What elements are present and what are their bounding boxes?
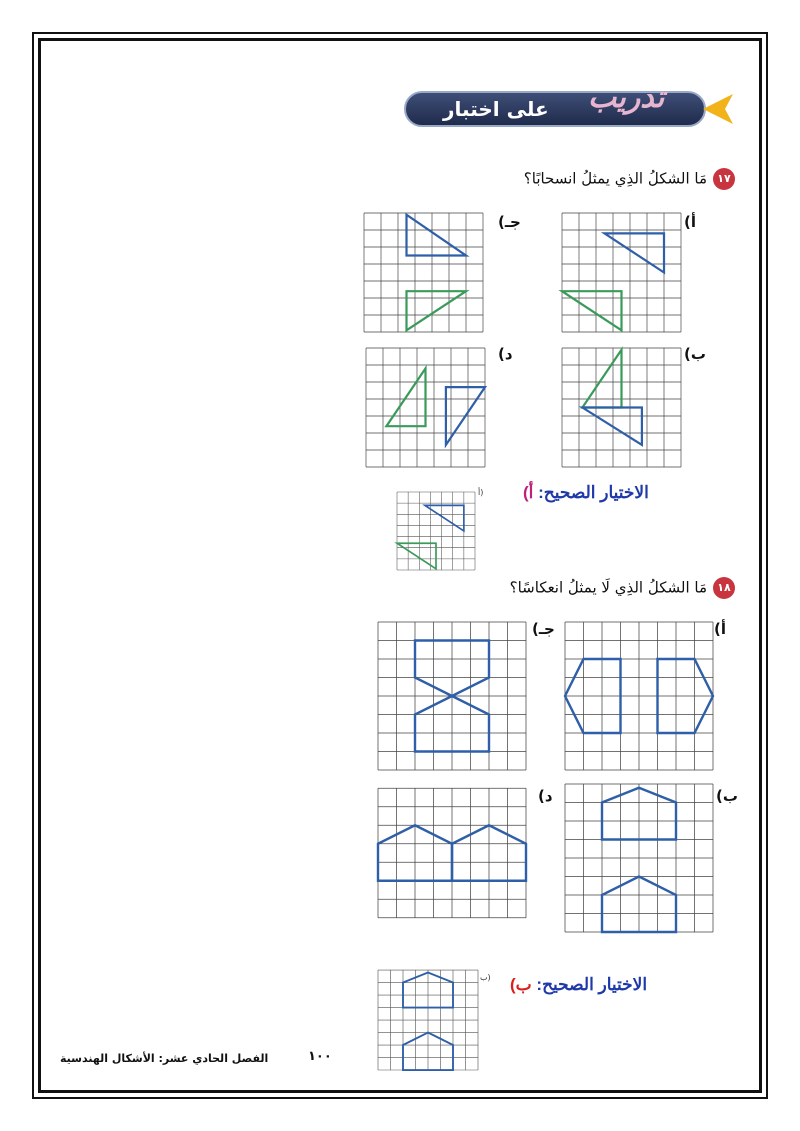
q17-option-a-label: أ) <box>684 213 696 231</box>
q18-option-a-label: أ) <box>714 620 726 638</box>
triangle-shape <box>386 368 425 426</box>
question-18 <box>405 577 735 599</box>
thumbnail-label: ب) <box>480 973 491 982</box>
q17-option-b-label: ب) <box>684 345 706 363</box>
q18-option-d-grid[interactable] <box>378 788 526 918</box>
q17-option-a-grid[interactable] <box>562 213 681 332</box>
q18-answer-thumbnail <box>378 970 478 1070</box>
question-17 <box>405 168 735 190</box>
arrow-icon <box>703 94 733 124</box>
q18-option-b-grid[interactable] <box>565 784 713 932</box>
q18-option-c-grid[interactable] <box>378 622 526 770</box>
q18-option-a-grid[interactable] <box>565 622 713 770</box>
q17-option-d-label: د) <box>498 345 513 363</box>
practice-test-banner <box>403 80 733 136</box>
question-text: مَا الشكلُ الذِي لَا يمثلُ انعكاسًا؟ <box>509 578 707 597</box>
q17-option-b-grid[interactable] <box>562 348 681 467</box>
chapter-footer: الفصل الحادي عشر: الأشكال الهندسية <box>60 1052 269 1065</box>
triangle-shape <box>582 408 642 445</box>
triangle-shape <box>562 291 622 330</box>
page-number: ١٠٠ <box>308 1049 332 1064</box>
banner-title-small: على اختبار <box>443 97 549 121</box>
triangle-shape <box>407 215 467 256</box>
answer-label: الاختيار الصحيح: <box>536 975 648 994</box>
q18-option-b-label: ب) <box>716 787 738 805</box>
thumbnail-label: أ) <box>478 488 484 497</box>
answer-value: ب) <box>510 975 532 994</box>
triangle-shape <box>605 233 665 272</box>
question-number-badge: ١٨ <box>713 577 735 599</box>
q18-correct-answer <box>510 975 647 995</box>
q17-option-c-label: جـ) <box>498 213 521 231</box>
q17-correct-answer <box>523 483 649 503</box>
q17-option-d-grid[interactable] <box>366 348 485 467</box>
q17-answer-thumbnail <box>397 492 475 570</box>
question-number-badge: ١٧ <box>713 168 735 190</box>
q18-option-d-label: د) <box>538 787 553 805</box>
q18-option-c-label: جـ) <box>532 620 555 638</box>
q17-option-c-grid[interactable] <box>364 213 483 332</box>
triangle-shape <box>407 291 467 330</box>
banner-title-big: تدريب <box>588 80 665 115</box>
question-text: مَا الشكلُ الذِي يمثلُ انسحابًا؟ <box>523 169 707 188</box>
answer-label: الاختيار الصحيح: <box>538 483 649 502</box>
answer-value: أ) <box>523 483 534 502</box>
